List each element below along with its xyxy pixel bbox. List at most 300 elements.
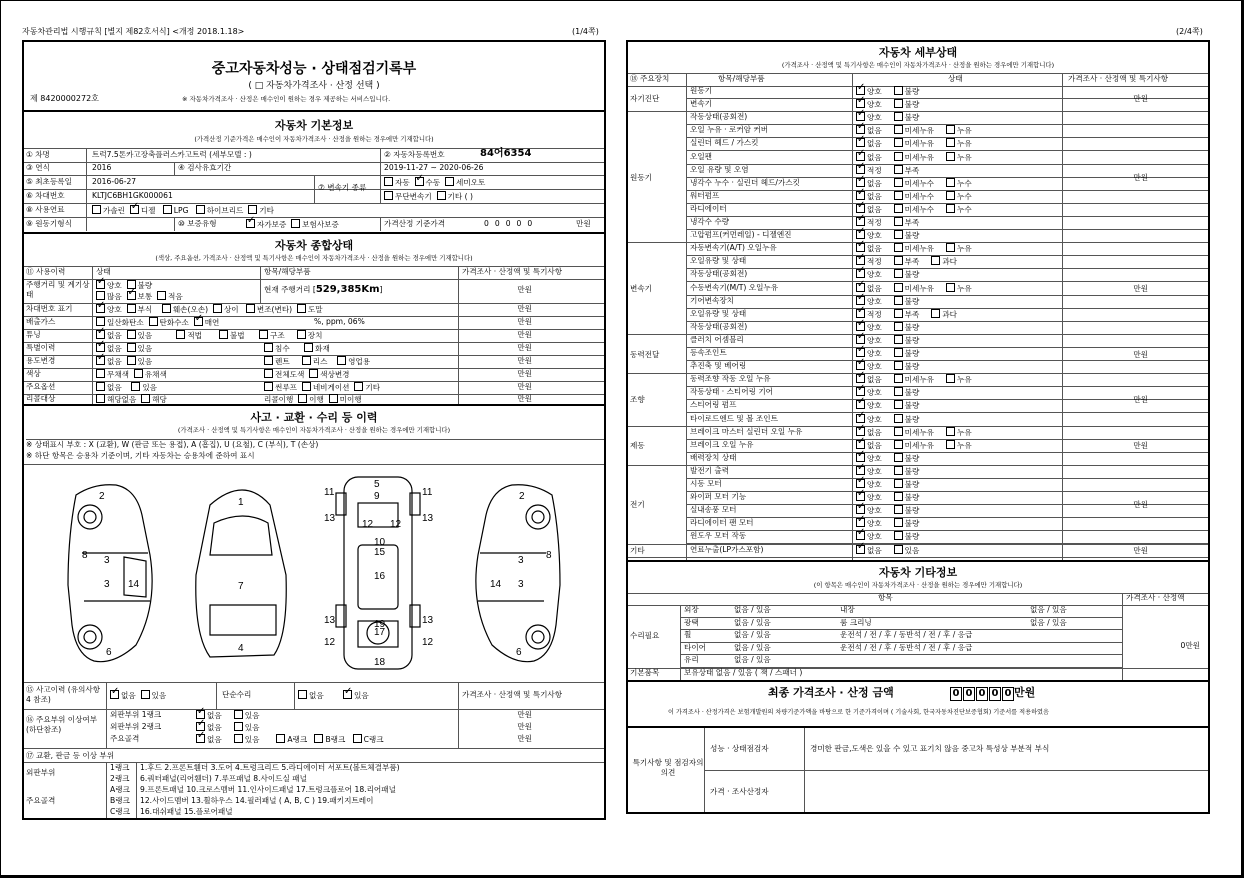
detail-group-price: 만원 <box>1133 172 1148 182</box>
repair-item-a-options: 없음 / 있음 <box>734 617 771 627</box>
color-price: 만원 <box>517 369 532 378</box>
detail-item-state: ✓ 양호 불량 <box>856 531 931 542</box>
svg-text:12: 12 <box>422 637 434 648</box>
inspect-label: ④ 검사유효기간 <box>178 163 232 172</box>
detail-row <box>686 138 1208 151</box>
svg-text:14: 14 <box>490 579 502 590</box>
detail-item-label: 와이퍼 모터 기능 <box>690 492 747 502</box>
overall-row-usage <box>24 356 604 369</box>
detail-checkbox[interactable] <box>856 86 865 95</box>
detail-row <box>686 217 1208 230</box>
accident-legend-2: ※ 하단 항목은 승용차 기준이며, 기타 자동차는 승용차에 준하여 표시 <box>26 451 255 460</box>
outer-panel-label: ⑯ 주요부위 이상여부 (하단참조) <box>26 715 98 734</box>
repair-item-b: 룸 크리닝 <box>840 617 872 627</box>
svg-text:3: 3 <box>518 579 524 590</box>
detail-checkbox[interactable] <box>946 204 955 213</box>
detail-checkbox[interactable] <box>856 112 865 121</box>
trans-other-checkbox[interactable] <box>437 191 446 200</box>
svg-text:19: 19 <box>374 619 386 630</box>
detail-checkbox[interactable] <box>856 191 865 200</box>
detail-checkbox[interactable] <box>946 283 955 292</box>
special-label: 특별이력 <box>26 343 56 352</box>
detail-item-state: ✓ 양호 불량 <box>856 348 931 359</box>
detail-item-label: 오일 누유 · 로커암 커버 <box>690 125 769 135</box>
accident-options: ✓ 없음 있음 <box>110 690 166 701</box>
year-value: 2016 <box>92 163 112 172</box>
svg-text:7: 7 <box>238 581 244 592</box>
other-note: (이 항목은 매수인이 자동차가격조사 · 산정을 원하는 경우에만 기재합니다) <box>813 581 1023 589</box>
parts-table <box>24 762 604 820</box>
fuel-gasoline-checkbox[interactable] <box>92 205 101 214</box>
parts-rank-c: C랭크 <box>110 807 130 816</box>
svg-text:18: 18 <box>374 657 386 668</box>
detail-group-price: 만원 <box>1133 284 1148 294</box>
special-state: ✓ 없음 있음 <box>96 343 152 354</box>
detail-checkbox[interactable] <box>946 427 955 436</box>
svg-text:3: 3 <box>104 579 110 590</box>
detail-checkbox[interactable] <box>894 296 903 305</box>
form-title-sub: ( □ 자동차가격조사 · 산정 선택 ) <box>248 81 380 91</box>
reg-no-label: ② 자동차등록번호 <box>384 150 445 159</box>
outer-rank1-price: 만원 <box>517 710 532 719</box>
detail-checkbox[interactable] <box>856 440 865 449</box>
repair-item-a: 광택 <box>684 617 699 627</box>
color-state: 무채색 유채색 <box>96 369 167 380</box>
detail-col-item: 항목/해당부품 <box>718 74 765 83</box>
detail-item-label: 스티어링 펌프 <box>690 400 737 410</box>
detail-item-state: ✓ 양호 불량 <box>856 99 931 110</box>
detail-group-price: 만원 <box>1133 500 1148 510</box>
svg-text:13: 13 <box>324 513 336 524</box>
detail-row <box>686 427 1208 440</box>
parts-items-1: 1.후드 2.프론트휀더 3.도어 4.트렁크리드 5.라디에이터 서포트(볼트체결부품) <box>140 763 400 772</box>
overall-col-price: 가격조사 · 산정액 및 특기사항 <box>462 267 563 276</box>
detail-checkbox[interactable] <box>894 387 903 396</box>
repair-row <box>680 618 1122 631</box>
mileage-price: 만원 <box>517 285 532 294</box>
detail-checkbox[interactable] <box>946 440 955 449</box>
detail-item-state: ✓ 양호 불량 <box>856 387 931 398</box>
detail-checkbox[interactable] <box>894 217 903 226</box>
svg-text:2: 2 <box>519 491 525 502</box>
detail-checkbox[interactable] <box>856 256 865 265</box>
detail-checkbox[interactable] <box>856 374 865 383</box>
detail-group-price: 만원 <box>1133 441 1148 451</box>
page-number-1: (1/4쪽) <box>572 27 599 36</box>
detail-item-state: ✓ 양호 불량 <box>856 466 931 477</box>
detail-item-label: 연료누출(LP가스포함) <box>690 544 764 554</box>
detail-checkbox[interactable] <box>894 256 903 265</box>
detail-checkbox[interactable] <box>894 545 903 554</box>
detail-item-state: ✓ 양호 불량 <box>856 518 931 529</box>
overall-row-vin <box>24 304 604 317</box>
detail-checkbox[interactable] <box>946 125 955 134</box>
detail-checkbox[interactable] <box>856 479 865 488</box>
detail-checkbox[interactable] <box>856 165 865 174</box>
svg-text:5: 5 <box>374 479 380 490</box>
outer-rank1-label: 외판부위 1랭크 <box>110 710 162 719</box>
basic-items-row <box>628 668 1208 680</box>
repair-item-b: 운전석 / 전 / 후 / 동반석 / 전 / 후 / 응급 <box>840 642 973 652</box>
year-label: ③ 연식 <box>26 163 50 172</box>
detail-checkbox[interactable] <box>946 191 955 200</box>
repair-row <box>680 630 1122 643</box>
car-name-label: ① 차명 <box>26 150 50 159</box>
detail-item-state: ✓ 양호 불량 <box>856 505 931 516</box>
trans-cvt-checkbox[interactable] <box>384 191 393 200</box>
detail-item-state: ✓ 양호 불량 <box>856 479 931 490</box>
detail-checkbox[interactable] <box>856 283 865 292</box>
inspector-opinion: 경미한 판금,도색은 있을 수 있고 표기치 않음 중고차 특성상 부분적 부식 <box>810 744 1050 753</box>
accident-legend-1: ※ 상태표시 부호 : X (교환), W (판금 또는 용접), A (흠집), U (요철), C (부식), T (손상) <box>26 439 604 450</box>
detail-item-state: ✓ 양호 불량 <box>856 296 931 307</box>
basic-items-value: 보유상태 없음 / 있음 ( 잭 / 스패너 ) <box>684 668 803 677</box>
detail-item-label: 작동상태(공회전) <box>690 269 748 279</box>
mileage-state-1: ✓양호 불량 <box>96 280 152 291</box>
detail-checkbox[interactable] <box>894 112 903 121</box>
detail-row <box>686 335 1208 348</box>
reg-no-value: 84어6354 <box>480 148 532 159</box>
detail-checkbox[interactable] <box>856 348 865 357</box>
accident-none-checkbox[interactable] <box>110 690 119 699</box>
detail-group-price: 만원 <box>1133 349 1148 359</box>
detail-checkbox[interactable] <box>894 518 903 527</box>
detail-item-state: ✓ 없음 미세누유 누유 <box>856 440 984 451</box>
detail-checkbox[interactable] <box>894 283 903 292</box>
trans-semi-checkbox[interactable] <box>445 177 454 186</box>
detail-checkbox[interactable] <box>894 466 903 475</box>
parts-items-2: 6.쿼터패널(리어휀더) 7.루프패널 8.사이드실 패널 <box>140 774 307 783</box>
svg-text:17: 17 <box>374 627 386 638</box>
detail-checkbox[interactable] <box>856 545 865 554</box>
fuel-hybrid-checkbox[interactable] <box>196 205 205 214</box>
detail-checkbox[interactable] <box>894 531 903 540</box>
detail-item-label: 발전기 출력 <box>690 465 730 475</box>
svg-text:8: 8 <box>546 550 552 561</box>
repair-item-a-options: 없음 / 있음 <box>734 630 771 639</box>
simple-repair-label: 단순수리 <box>222 690 252 699</box>
mileage-normal-checkbox[interactable] <box>127 291 136 300</box>
detail-item-label: 작동상태(공회전) <box>690 112 748 122</box>
detail-checkbox[interactable] <box>894 165 903 174</box>
parts-items-a: 9.프론트패널 10.크로스멤버 11.인사이드패널 17.트렁크플로어 18.리어패널 <box>140 785 396 794</box>
detail-note: (가격조사 · 산정액 및 특기사항은 매수인이 자동차가격조사 · 산정을 원하는 경우에만 기재합니다) <box>781 61 1055 69</box>
detail-item-label: 작동상태 · 스티어링 기어 <box>690 387 774 397</box>
repair-item-a-options: 없음 / 있음 <box>734 642 771 652</box>
detail-checkbox[interactable] <box>894 479 903 488</box>
fuel-other-checkbox[interactable] <box>248 205 257 214</box>
base-price-unit: 만원 <box>576 219 591 228</box>
detail-item-label: 브레이크 마스터 실린더 오일 누유 <box>690 426 803 436</box>
first-reg-value: 2016-06-27 <box>92 177 137 186</box>
options-items: 썬루프 네비게이션 기타 <box>264 382 380 393</box>
inspect-value: 2019-11-27 ~ 2020-06-26 <box>384 163 484 172</box>
detail-item-state: ✓ 적정 부족 <box>856 165 931 176</box>
detail-checkbox[interactable] <box>856 230 865 239</box>
detail-group-name: 자기진단 <box>630 94 660 104</box>
svg-text:10: 10 <box>374 537 386 548</box>
detail-item-label: 작동상태(공회전) <box>690 321 748 331</box>
detail-col-device: ⑱ 주요장치 <box>630 74 670 83</box>
final-price-note: 이 가격조사 · 산정가격은 보험개발원의 차량기준가액을 바탕으로 한 기준가격이며 ( 기술사회, 한국자동차진단보증협회) 기준서를 적용하였음 <box>668 709 1050 716</box>
basic-info-heading: 자동차 기본정보 <box>274 119 354 132</box>
detail-checkbox[interactable] <box>946 374 955 383</box>
repair-row <box>680 605 1122 618</box>
detail-item-label: 동력조향 작동 오일 누유 <box>690 374 771 384</box>
detail-checkbox[interactable] <box>894 361 903 370</box>
detail-checkbox[interactable] <box>856 178 865 187</box>
trans-manual-checkbox[interactable] <box>415 177 424 186</box>
detail-checkbox[interactable] <box>946 178 955 187</box>
detail-group-name: 전기 <box>630 500 645 510</box>
detail-checkbox[interactable] <box>856 518 865 527</box>
detail-checkbox[interactable] <box>856 322 865 331</box>
detail-checkbox[interactable] <box>856 125 865 134</box>
detail-checkbox[interactable] <box>894 322 903 331</box>
detail-item-label: 등속조인트 <box>690 348 727 357</box>
repair-label: 수리필요 <box>630 631 660 640</box>
detail-checkbox[interactable] <box>894 440 903 449</box>
overall-note: (색상, 주요옵션, 가격조사 · 산정액 및 특기사항은 매수인이 자동차가격조사 · 산정을 원하는 경우에만 기재합니다) <box>155 254 473 262</box>
fuel-label: ⑧ 사용연료 <box>26 205 65 214</box>
detail-item-label: 라디에이터 <box>690 203 727 213</box>
detail-row <box>686 243 1208 256</box>
repair-item-b: 운전석 / 전 / 후 / 동반석 / 전 / 후 / 응급 <box>840 630 973 639</box>
price-assessor-label: 가격 · 조사산정자 <box>710 787 769 796</box>
overall-heading: 자동차 종합상태 <box>274 239 354 252</box>
svg-text:2: 2 <box>99 491 105 502</box>
basic-row-4 <box>24 190 604 204</box>
detail-item-label: 타이로드엔드 및 볼 조인트 <box>690 413 778 423</box>
repair-item-a: 타이어 <box>684 642 707 652</box>
color-label: 색상 <box>26 369 41 378</box>
detail-checkbox[interactable] <box>894 125 903 134</box>
detail-item-label: 라디에이터 팬 모터 <box>690 518 754 528</box>
detail-item-label: 추진축 및 베어링 <box>690 361 747 371</box>
detail-checkbox[interactable] <box>856 296 865 305</box>
warranty-insurer-checkbox[interactable] <box>291 219 300 228</box>
detail-checkbox[interactable] <box>894 400 903 409</box>
detail-item-state: ✓ 적정 부족 과다 <box>856 309 969 320</box>
mileage-few-checkbox[interactable] <box>157 291 166 300</box>
detail-checkbox[interactable] <box>946 152 955 161</box>
trans-label: ⑦ 변속기 종류 <box>318 183 367 192</box>
detail-checkbox[interactable] <box>856 427 865 436</box>
detail-checkbox[interactable] <box>894 99 903 108</box>
emission-state: 일산화탄소 탄화수소 ✓매연 <box>96 317 219 328</box>
detail-checkbox[interactable] <box>894 86 903 95</box>
mileage-many-checkbox[interactable] <box>96 291 105 300</box>
detail-checkbox[interactable] <box>856 492 865 501</box>
svg-text:15: 15 <box>374 547 386 558</box>
detail-checkbox[interactable] <box>931 309 940 318</box>
detail-checkbox[interactable] <box>894 427 903 436</box>
detail-item-label: 냉각수 누수 · 실린더 헤드/가스킷 <box>690 177 800 187</box>
detail-checkbox[interactable] <box>894 269 903 278</box>
detail-heading: 자동차 세부상태 <box>878 46 958 59</box>
svg-text:4: 4 <box>238 643 244 654</box>
repair-item-b-options: 없음 / 있음 <box>1030 605 1067 614</box>
detail-item-state: ✓ 양호 불량 <box>856 400 931 411</box>
detail-item-label: 기어변속장치 <box>690 295 735 305</box>
detail-item-label: 브레이크 오일 누유 <box>690 439 754 449</box>
svg-text:9: 9 <box>374 491 380 502</box>
detail-item-state: ✓ 양호 불량 <box>856 230 931 241</box>
detail-checkbox[interactable] <box>946 138 955 147</box>
other-section <box>628 560 1208 680</box>
usage-price: 만원 <box>517 356 532 365</box>
accident-yes-checkbox[interactable] <box>141 690 150 699</box>
detail-col-price: 가격조사 · 산정액 및 특기사항 <box>1068 74 1169 83</box>
detail-row <box>686 374 1208 387</box>
basic-row-1 <box>24 148 604 163</box>
detail-checkbox[interactable] <box>856 335 865 344</box>
fuel-lpg-checkbox[interactable] <box>163 205 172 214</box>
repair-item-a: 휠 <box>684 630 692 639</box>
detail-item-label: 오일팬 <box>690 151 713 161</box>
repair-price: 0만원 <box>1180 641 1200 650</box>
detail-row <box>686 466 1208 479</box>
parts-items-c: 16.대쉬패널 15.플로어패널 <box>140 807 233 816</box>
motor-label: ⑨ 원동기형식 <box>26 219 72 228</box>
detail-checkbox[interactable] <box>894 152 903 161</box>
trans-auto-checkbox[interactable] <box>384 177 393 186</box>
detail-checkbox[interactable] <box>894 335 903 344</box>
detail-checkbox[interactable] <box>894 348 903 357</box>
mileage-state-2: 많음 ✓보통 적음 <box>96 291 183 302</box>
detail-item-state: ✓ 양호 불량 <box>856 414 931 425</box>
detail-item-state: ✓ 적정 부족 <box>856 217 931 228</box>
detail-item-label: 배력장치 상태 <box>690 452 737 462</box>
form-title: 중고자동차성능 · 상태점검기록부 <box>211 61 417 77</box>
repair-item-a-options: 없음 / 있음 <box>734 605 771 614</box>
simple-repair-options: 없음 ✓ 있음 <box>298 690 369 701</box>
basic-row-5 <box>24 204 604 218</box>
parts-rank-a: A랭크 <box>110 785 130 794</box>
detail-item-label: 윈도우 모터 작동 <box>690 531 747 541</box>
detail-row <box>686 191 1208 204</box>
overall-col-history: ⑪ 사용이력 <box>26 267 66 276</box>
detail-row <box>686 479 1208 492</box>
detail-checkbox[interactable] <box>894 492 903 501</box>
detail-checkbox[interactable] <box>894 505 903 514</box>
svg-text:13: 13 <box>324 615 336 626</box>
detail-item-state: ✓ 없음 미세누유 누유 <box>856 283 984 294</box>
detail-checkbox[interactable] <box>894 191 903 200</box>
svg-text:16: 16 <box>374 571 386 582</box>
detail-checkbox[interactable] <box>856 400 865 409</box>
mileage-good-checkbox[interactable] <box>96 280 105 289</box>
detail-checkbox[interactable] <box>856 414 865 423</box>
detail-item-label: 실내송풍 모터 <box>690 505 737 515</box>
detail-group-price: 만원 <box>1133 94 1148 104</box>
basic-row-3 <box>24 176 604 190</box>
accident-history-row <box>24 682 604 710</box>
detail-checkbox[interactable] <box>894 204 903 213</box>
detail-checkbox[interactable] <box>856 453 865 462</box>
car-views-drawing <box>24 465 604 677</box>
trans-options-1: 자동 ✓ 수동 세미오토 <box>384 177 485 188</box>
overall-col-item: 항목/해당부품 <box>264 267 311 276</box>
detail-checkbox[interactable] <box>856 152 865 161</box>
trans-options-2: 무단변속기 기타 ( ) <box>384 191 473 202</box>
tuning-price: 만원 <box>517 330 532 339</box>
svg-text:12: 12 <box>362 519 374 530</box>
detail-checkbox[interactable] <box>931 256 940 265</box>
vin-mark-price: 만원 <box>517 304 532 313</box>
detail-group-price: 만원 <box>1133 546 1148 556</box>
frame-price: 만원 <box>517 734 532 743</box>
vin-mark-label: 차대번호 표기 <box>26 304 73 313</box>
detail-checkbox[interactable] <box>856 99 865 108</box>
remark-label: 특기사항 및 점검자의 의견 <box>632 758 704 777</box>
detail-checkbox[interactable] <box>856 243 865 252</box>
detail-item-state: ✓ 양호 불량 <box>856 335 931 346</box>
detail-item-state: ✓ 양호 불량 <box>856 453 931 464</box>
parts-rank-1: 1랭크 <box>110 763 130 772</box>
tuning-state: ✓ 없음 있음 적법 불법 구조 장치 <box>96 330 322 341</box>
warranty-self-checkbox[interactable] <box>246 219 255 228</box>
detail-row <box>686 296 1208 309</box>
detail-checkbox[interactable] <box>856 387 865 396</box>
detail-checkbox[interactable] <box>894 374 903 383</box>
detail-checkbox[interactable] <box>856 361 865 370</box>
repair-row <box>680 655 1122 668</box>
options-label: 주요옵션 <box>26 382 56 391</box>
detail-checkbox[interactable] <box>894 309 903 318</box>
detail-item-label: 오일유량 및 상태 <box>690 256 747 266</box>
basic-info-note: (가격산정 기준가격은 매수인이 자동차가격조사 · 산정을 원하는 경우에만 기재합니다) <box>194 135 434 143</box>
detail-group-name: 제동 <box>630 441 645 451</box>
detail-checkbox[interactable] <box>894 230 903 239</box>
parts-rank-b: B랭크 <box>110 796 130 805</box>
detail-item-state: ✓ 없음 미세누유 누유 <box>856 374 984 385</box>
detail-checkbox[interactable] <box>894 178 903 187</box>
accident-section <box>24 404 604 820</box>
detail-col-state: 상태 <box>948 74 963 83</box>
detail-checkbox[interactable] <box>946 243 955 252</box>
detail-item-state: ✓ 양호 불량 <box>856 492 931 503</box>
detail-checkbox[interactable] <box>856 531 865 540</box>
final-price-unit: 만원 <box>1014 686 1036 699</box>
detail-checkbox[interactable] <box>894 243 903 252</box>
detail-checkbox[interactable] <box>894 138 903 147</box>
basic-info-section <box>24 110 604 232</box>
detail-item-state: ✓ 양호 불량 <box>856 322 931 333</box>
detail-checkbox[interactable] <box>894 453 903 462</box>
detail-checkbox[interactable] <box>856 138 865 147</box>
repair-item-b-options: 없음 / 있음 <box>1030 617 1067 627</box>
detail-group-name: 조향 <box>630 395 645 405</box>
parts-items-b: 12.사이드멤버 13.휠하우스 14.필러패널 ( A, B, C ) 19.패키지트레이 <box>140 796 374 805</box>
title-note: ※ 자동차가격조사 · 산정은 매수인이 원하는 경우 제공하는 서비스입니다. <box>182 95 391 103</box>
detail-checkbox[interactable] <box>856 505 865 514</box>
detail-row <box>686 309 1208 322</box>
parts-group-frame: 주요골격 <box>26 796 56 805</box>
detail-checkbox[interactable] <box>856 269 865 278</box>
detail-checkbox[interactable] <box>894 414 903 423</box>
page-2 <box>626 40 1210 814</box>
other-col-item: 항목 <box>878 593 893 602</box>
detail-item-state: ✓ 없음 미세누유 누유 <box>856 152 984 163</box>
overall-row-emission <box>24 317 604 330</box>
detail-checkbox[interactable] <box>856 466 865 475</box>
fuel-diesel-checkbox[interactable] <box>130 205 139 214</box>
detail-checkbox[interactable] <box>856 217 865 226</box>
svg-text:11: 11 <box>422 487 433 498</box>
detail-checkbox[interactable] <box>856 204 865 213</box>
detail-checkbox[interactable] <box>856 309 865 318</box>
